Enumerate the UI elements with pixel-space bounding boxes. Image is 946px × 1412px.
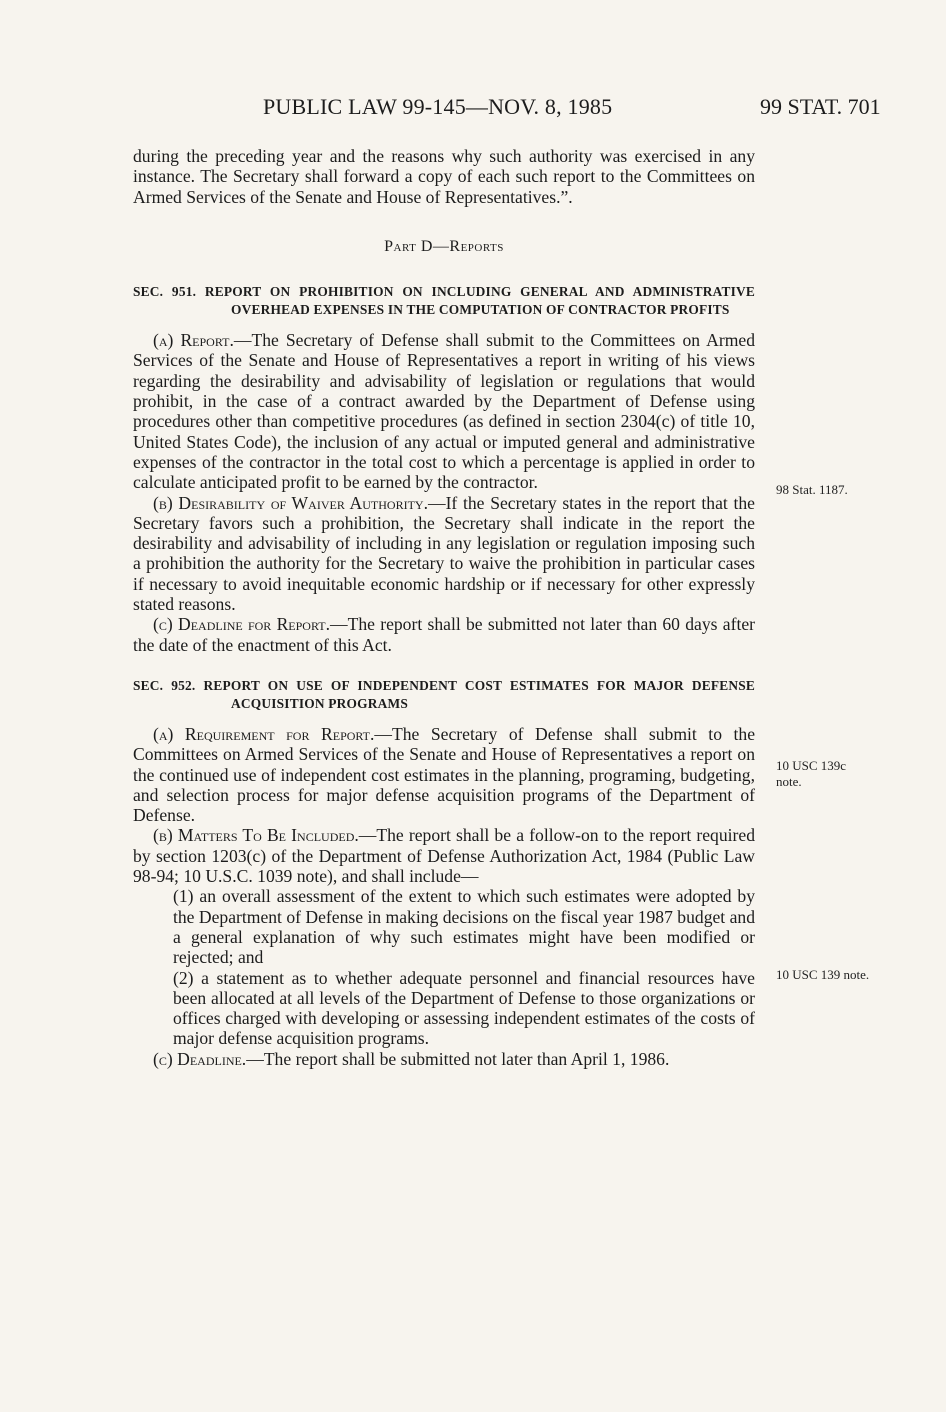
section-952-subsection-b xyxy=(133,825,755,886)
margin-note-98-stat: 98 Stat. 1187. xyxy=(776,482,848,497)
subsection-text: —The report shall be submitted not later than April 1, 1986. xyxy=(246,1048,670,1069)
subsection-label: (b) Desirability of Waiver Authority. xyxy=(153,492,428,513)
section-952-subsection-c xyxy=(133,1049,755,1069)
subsection-text: —If the Secretary states in the report that the Secretary favors such a prohibition, the Secretary shall indicate in the report the desirability and advisability of including in any legislation or regulation imposing such a prohibition the authority for the Secretary to waive the prohibition in particular cases if necessary to avoid inequitable economic hardship or if necessary for other expressly stated reasons. xyxy=(133,492,755,615)
section-951-subsection-b xyxy=(133,493,755,615)
part-heading: Part D—Reports xyxy=(384,237,504,255)
subsection-text: —The report shall be submitted not later than 60 days after the date of the enactment of this Act. xyxy=(133,614,756,655)
subsection-label: (b) Matters To Be Included. xyxy=(153,825,359,846)
margin-note-10-usc-139: 10 USC 139 note. xyxy=(776,967,870,982)
subsection-label: (c) Deadline for Report. xyxy=(153,614,330,635)
subsection-text: —The report shall be a follow-on to the report required by section 1203(c) of the Department of Defense Authorization Act, 1984 (Public Law 98-94; 10 U.S.C. 1039 note), and shall include— xyxy=(133,825,755,887)
stat-page-number: 99 STAT. 701 xyxy=(760,94,881,119)
section-952-item-1: (1) an overall assessment of the extent to which such estimates were adopted by the Department of Defense in making decisions on the fiscal year 1987 budget and a general explanation of why such estimates might have been modified or rejected; and xyxy=(173,886,755,968)
continuation-paragraph: during the preceding year and the reasons why such authority was exercised in any instance. The Secretary shall forward a copy of each such report to the Committees on Armed Services of the Senate and House of Representatives.”. xyxy=(133,146,755,207)
body-text xyxy=(133,146,755,1069)
section-951-subsection-a xyxy=(133,330,755,492)
margin-note-line: note. xyxy=(776,774,802,789)
section-952-heading: SEC. 952. REPORT ON USE OF INDEPENDENT COST ESTIMATES FOR MAJOR DEFENSE ACQUISITION PROGRAMS xyxy=(133,677,755,711)
section-951-heading: SEC. 951. REPORT ON PROHIBITION ON INCLUDING GENERAL AND ADMINISTRATIVE OVERHEAD EXPENSES IN THE COMPUTATION OF CONTRACTOR PROFITS xyxy=(133,284,755,318)
subsection-label: (a) Report. xyxy=(153,330,234,351)
subsection-label: (a) Requirement for Report. xyxy=(153,723,375,744)
subsection-text: —The Secretary of Defense shall submit to the Committees on Armed Services of the Senate and House of Representatives a report in writing of his views regarding the desirability and advisability of legislation or regulations that would prohibit, in the case of a contract awarded by the Department of Defense using procedures other than competitive procedures (as defined in section 2304(c) of title 10, United States Code), the inclusion of any actual or imputed general and administrative expenses of the contractor in the total cost to which a percentage is applied in order to calculate anticipated profit to be earned by the contractor. xyxy=(133,330,755,493)
running-title: PUBLIC LAW 99-145—NOV. 8, 1985 xyxy=(263,94,613,119)
section-952-item-2: (2) a statement as to whether adequate personnel and financial resources have been allocated at all levels of the Department of Defense to those organizations or offices charged with developing or assessing independent estimates of the costs of major defense acquisition programs. xyxy=(173,967,755,1049)
margin-note-line: 10 USC 139c xyxy=(776,758,847,773)
margin-note-10-usc-139c xyxy=(776,758,846,790)
subsection-text: —The Secretary of Defense shall submit to the Committees on Armed Services of the Senate and House of Representatives a report on the continued use of independent cost estimates in the planning, programing, budgeting, and selection process for major defense acquisition programs of the Department of Defense. xyxy=(133,723,756,826)
subsection-label: (c) Deadline. xyxy=(153,1048,247,1069)
section-952-subsection-a xyxy=(133,724,755,825)
section-951-subsection-c xyxy=(133,614,755,655)
